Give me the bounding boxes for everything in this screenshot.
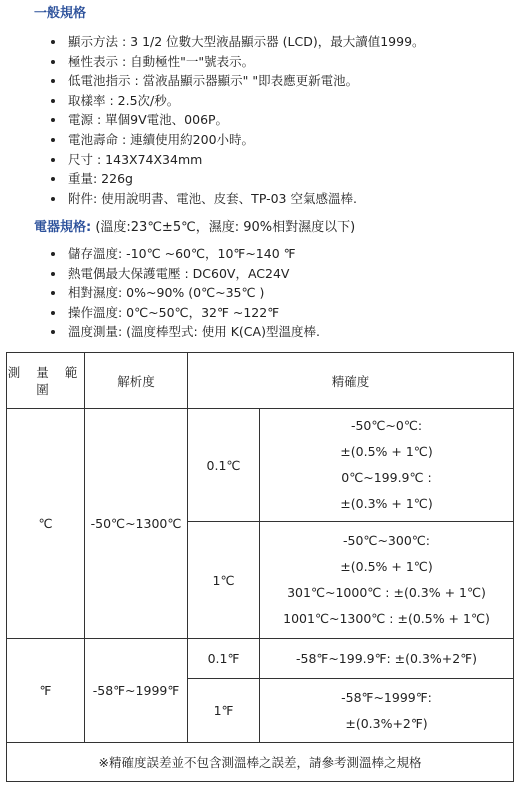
celsius-accuracy-coarse — [260, 522, 514, 639]
accuracy-line: -50℃~0℃: — [350, 418, 423, 433]
table-header-row — [7, 353, 514, 409]
electrical-specs-heading — [34, 216, 355, 235]
fahrenheit-resolution-fine: 0.1℉ — [188, 639, 260, 679]
accuracy-line: 1001℃~1300℃ : ±(0.5% + 1℃) — [283, 611, 490, 626]
list-item: • 電源 : 單個9V電池、006P。 — [66, 110, 425, 130]
accuracy-line: -58℉~1999℉: — [341, 689, 432, 705]
list-item: • 取樣率 : 2.5次/秒。 — [66, 91, 425, 111]
list-item: • 儲存溫度: -10℃ ~60℃，10℉~140 ℉ — [66, 244, 320, 264]
celsius-accuracy-fine — [260, 409, 514, 522]
list-item: • 相對濕度: 0%~90% (0℃~35℃ ) — [66, 283, 320, 303]
celsius-resolution-coarse: 1℃ — [188, 522, 260, 639]
accuracy-line: -50℃~300℃: — [342, 533, 431, 548]
list-item: • 極性表示 : 自動極性"一"號表示。 — [66, 52, 425, 72]
list-item: • 電池壽命 : 連續使用約200小時。 — [66, 130, 425, 150]
accuracy-line: 0℃~199.9℃ : — [341, 470, 432, 485]
fahrenheit-accuracy-coarse — [260, 679, 514, 743]
measurement-spec-table — [6, 352, 514, 782]
header-accuracy: 精確度 — [188, 353, 514, 409]
fahrenheit-accuracy-fine — [260, 639, 514, 679]
header-resolution: 解析度 — [85, 353, 188, 409]
accuracy-line: ±(0.5% + 1℃) — [340, 559, 433, 574]
accuracy-line: ±(0.3% + 1℃) — [340, 496, 433, 511]
table-row — [7, 409, 514, 522]
table-row — [7, 639, 514, 679]
list-item: • 操作溫度: 0℃~50℃，32℉ ~122℉ — [66, 303, 320, 323]
general-specs-list — [48, 32, 425, 208]
accuracy-line: ±(0.3%+2℉) — [345, 715, 428, 731]
general-specs-title: 一般規格 — [34, 6, 87, 21]
accuracy-footnote: ※精確度誤差並不包含測溫棒之誤差，請參考測溫棒之規格 — [7, 743, 514, 782]
fahrenheit-unit: ℉ — [7, 639, 85, 743]
list-item: • 附件: 使用說明書、電池、皮套、TP-03 空氣感溫棒. — [66, 189, 425, 209]
table-footnote-row — [7, 743, 514, 782]
celsius-range: -50℃~1300℃ — [85, 409, 188, 639]
list-item: • 尺寸 : 143X74X34mm — [66, 150, 425, 170]
list-item: • 顯示方法 : 3 1/2 位數大型液晶顯示器 (LCD)，最大讀值1999。 — [66, 32, 425, 52]
accuracy-line: 301℃~1000℃ : ±(0.3% + 1℃) — [287, 585, 486, 600]
electrical-specs-conditions: (溫度:23℃±5℃，濕度: 90%相對濕度以下) — [91, 220, 356, 235]
electrical-specs-title: 電器規格: — [34, 220, 92, 235]
electrical-specs-list — [48, 244, 320, 342]
accuracy-line: ±(0.5% + 1℃) — [340, 444, 433, 459]
list-item: • 低電池指示 : 當液晶顯示器顯示" "即表應更新電池。 — [66, 71, 425, 91]
list-item: • 熱電偶最大保護電壓 : DC60V，AC24V — [66, 264, 320, 284]
header-range: 測 量 範 圍 — [7, 353, 85, 409]
list-item: • 溫度測量: (溫度棒型式: 使用 K(CA)型溫度棒. — [66, 322, 320, 342]
celsius-unit: ℃ — [7, 409, 85, 639]
celsius-resolution-fine: 0.1℃ — [188, 409, 260, 522]
fahrenheit-resolution-coarse: 1℉ — [188, 679, 260, 743]
accuracy-line: -58℉~199.9℉: ±(0.3%+2℉) — [296, 650, 477, 666]
list-item: • 重量: 226g — [66, 169, 425, 189]
fahrenheit-range: -58℉~1999℉ — [85, 639, 188, 743]
